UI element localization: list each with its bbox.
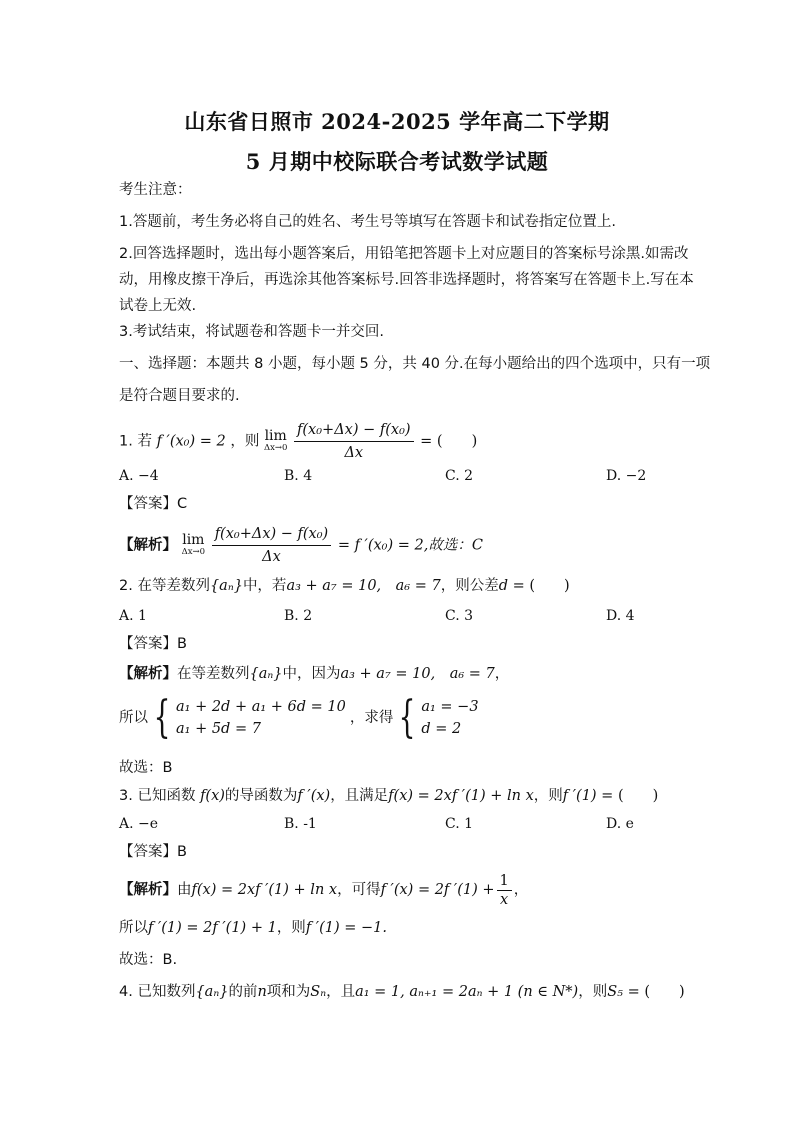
q4-s5: S₅ = bbox=[607, 984, 640, 1000]
question-3 bbox=[119, 786, 658, 806]
q4-end: ( ) bbox=[644, 984, 685, 1000]
fraction-numerator: 1 bbox=[497, 873, 512, 891]
q1-option-a: A. −4 bbox=[119, 468, 159, 484]
q2-option-b: B. 2 bbox=[284, 608, 313, 624]
q3-analysis-label: 【解析】 bbox=[119, 882, 177, 898]
q4-mid: 的前 bbox=[228, 984, 258, 1000]
q2-sequence: {aₙ} bbox=[209, 578, 243, 594]
q3-mid2: ，且满足 bbox=[330, 788, 389, 804]
q2-tail: ，则公差 bbox=[440, 578, 499, 594]
system-2-row-2: d = 2 bbox=[421, 721, 462, 737]
q3-analysis-c: ，可得 bbox=[337, 882, 381, 898]
q4-n: n bbox=[257, 984, 267, 1000]
q1-condition: f ′(x₀) = 2 bbox=[156, 433, 226, 450]
question-4 bbox=[119, 982, 685, 1002]
q2-analysis-seq: {aₙ} bbox=[249, 666, 283, 682]
q2-analysis-a: 在等差数列 bbox=[177, 666, 250, 682]
lim-subscript: Δx→0 bbox=[181, 546, 206, 557]
lim-word: lim bbox=[182, 531, 205, 548]
q1-answer: 【答案】C bbox=[119, 496, 188, 512]
q2-system-2 bbox=[421, 696, 478, 740]
q1-option-c: C. 2 bbox=[445, 468, 474, 484]
q2-option-a: A. 1 bbox=[119, 608, 147, 624]
q2-system-1 bbox=[176, 696, 346, 740]
q3-option-d: D. e bbox=[606, 816, 634, 832]
fraction-denominator: Δx bbox=[344, 445, 364, 461]
q3-fx: f(x) bbox=[200, 788, 225, 804]
notice-item-2-line-a: 2.回答选择题时，选出每小题答案后，用铅笔把答题卡上对应题目的答案标号涂黑.如需改 bbox=[119, 246, 689, 262]
notice-heading: 考生注意： bbox=[119, 182, 192, 198]
fraction-denominator: x bbox=[500, 891, 509, 908]
exam-title-line2: 5 月期中校际联合考试数学试题 bbox=[245, 149, 549, 174]
q4-prefix: 4. 已知数列 bbox=[119, 984, 196, 1000]
q3-fraction bbox=[497, 873, 512, 908]
q1-tail: = ( ) bbox=[420, 433, 478, 450]
q1-limit bbox=[263, 427, 288, 454]
q2-analysis-b: 中，因为 bbox=[282, 666, 341, 682]
question-2 bbox=[119, 576, 570, 596]
question-1 bbox=[119, 420, 477, 463]
system-2-row-1: a₁ = −3 bbox=[421, 699, 479, 715]
q2-answer: 【答案】B bbox=[119, 636, 187, 652]
q2-option-c: C. 3 bbox=[445, 608, 474, 624]
q3-option-a: A. −e bbox=[119, 816, 159, 832]
system-1-row-2: a₁ + 5d = 7 bbox=[176, 721, 261, 737]
q3-answer: 【答案】B bbox=[119, 844, 187, 860]
fraction-numerator: f(x₀+Δx) − f(x₀) bbox=[212, 524, 332, 546]
q3-analysis-d: f ′(x) = 2f ′(1) + bbox=[380, 882, 495, 898]
q2-choose: 故选：B bbox=[119, 760, 173, 776]
q2-so: 所以 bbox=[119, 710, 148, 726]
fraction-denominator: Δx bbox=[262, 549, 281, 565]
q2-obtain: ，求得 bbox=[349, 710, 394, 726]
q3-end: ( ) bbox=[617, 788, 659, 804]
q2-analysis-d: ， bbox=[494, 666, 510, 682]
q3-so-line bbox=[119, 918, 387, 938]
notice-item-3: 3.考试结束，将试题卷和答题卡一并交回. bbox=[119, 324, 384, 340]
q2-analysis-c: a₃ + a₇ = 10, a₆ = 7 bbox=[340, 666, 495, 682]
q2-end: = ( ) bbox=[508, 578, 570, 594]
q3-option-c: C. 1 bbox=[445, 816, 474, 832]
q2-variable: d bbox=[498, 578, 508, 594]
q3-so-b: f ′(1) = 2f ′(1) + 1 bbox=[148, 920, 277, 936]
q3-analysis-a: 由 bbox=[177, 882, 192, 898]
q1-prefix: 1. 若 bbox=[119, 433, 152, 450]
q1-analysis-tail: = f ′(x₀) = 2,故选：C bbox=[337, 537, 483, 554]
section-heading-line-b: 是符合题目要求的. bbox=[119, 388, 240, 404]
q3-so-d: f ′(1) = −1. bbox=[305, 920, 387, 936]
q4-mid3: ，且 bbox=[326, 984, 356, 1000]
q3-option-b: B. -1 bbox=[284, 816, 317, 832]
q3-fp1: f ′(1) = bbox=[562, 788, 614, 804]
q1-mid: ，则 bbox=[230, 433, 260, 450]
q2-analysis-label: 【解析】 bbox=[119, 666, 177, 682]
q1-option-d: D. −2 bbox=[606, 468, 647, 484]
q2-option-d: D. 4 bbox=[606, 608, 635, 624]
q4-sequence: {aₙ} bbox=[195, 984, 229, 1000]
q1-analysis-fraction bbox=[212, 524, 332, 567]
q3-analysis-b: f(x) = 2xf ′(1) + ln x bbox=[191, 882, 338, 898]
q3-prefix: 3. 已知函数 bbox=[119, 788, 196, 804]
q3-analysis bbox=[119, 870, 528, 910]
q1-analysis-limit bbox=[181, 531, 206, 558]
notice-item-2-line-c: 试卷上无效. bbox=[119, 298, 197, 314]
q2-analysis bbox=[119, 664, 509, 684]
q3-tail: ，则 bbox=[533, 788, 563, 804]
lim-word: lim bbox=[264, 427, 287, 444]
left-brace-icon: { bbox=[153, 692, 171, 743]
q4-mid2: 项和为 bbox=[266, 984, 311, 1000]
q1-option-b: B. 4 bbox=[284, 468, 313, 484]
q3-so-c: ，则 bbox=[276, 920, 306, 936]
notice-item-2-line-b: 动，用橡皮擦干净后，再选涂其他答案标号.回答非选择题时，将答案写在答题卡上.写在本 bbox=[119, 272, 694, 288]
q4-condition: a₁ = 1, aₙ₊₁ = 2aₙ + 1 (n ∈ N*) bbox=[355, 984, 579, 1000]
q3-so-a: 所以 bbox=[119, 920, 148, 936]
q1-analysis-label: 【解析】 bbox=[119, 537, 177, 554]
lim-subscript: Δx→0 bbox=[263, 442, 288, 453]
fraction-numerator: f(x₀+Δx) − f(x₀) bbox=[294, 420, 414, 442]
q3-mid: 的导函数为 bbox=[224, 788, 298, 804]
q3-choose: 故选：B. bbox=[119, 952, 178, 968]
q2-mid: 中，若 bbox=[242, 578, 287, 594]
q3-equation: f(x) = 2xf ′(1) + ln x bbox=[388, 788, 534, 804]
q4-sn: Sₙ bbox=[310, 984, 327, 1000]
exam-title-line1: 山东省日照市 2024-2025 学年高二下学期 bbox=[184, 109, 610, 134]
q4-tail: ，则 bbox=[578, 984, 608, 1000]
q1-analysis bbox=[119, 524, 483, 567]
system-1-row-1: a₁ + 2d + a₁ + 6d = 10 bbox=[176, 699, 346, 715]
q2-prefix: 2. 在等差数列 bbox=[119, 578, 210, 594]
q2-system-line bbox=[119, 692, 479, 743]
q3-fpx: f ′(x) bbox=[297, 788, 331, 804]
section-heading-line-a: 一、选择题：本题共 8 小题，每小题 5 分，共 40 分.在每小题给出的四个选项中，只有一项 bbox=[119, 356, 711, 372]
q1-fraction bbox=[294, 420, 414, 463]
q2-condition: a₃ + a₇ = 10, a₆ = 7 bbox=[286, 578, 441, 594]
q3-analysis-e: ， bbox=[513, 882, 529, 898]
left-brace-icon: { bbox=[398, 692, 416, 743]
notice-item-1: 1.答题前，考生务必将自己的姓名、考生号等填写在答题卡和试卷指定位置上. bbox=[119, 214, 616, 230]
